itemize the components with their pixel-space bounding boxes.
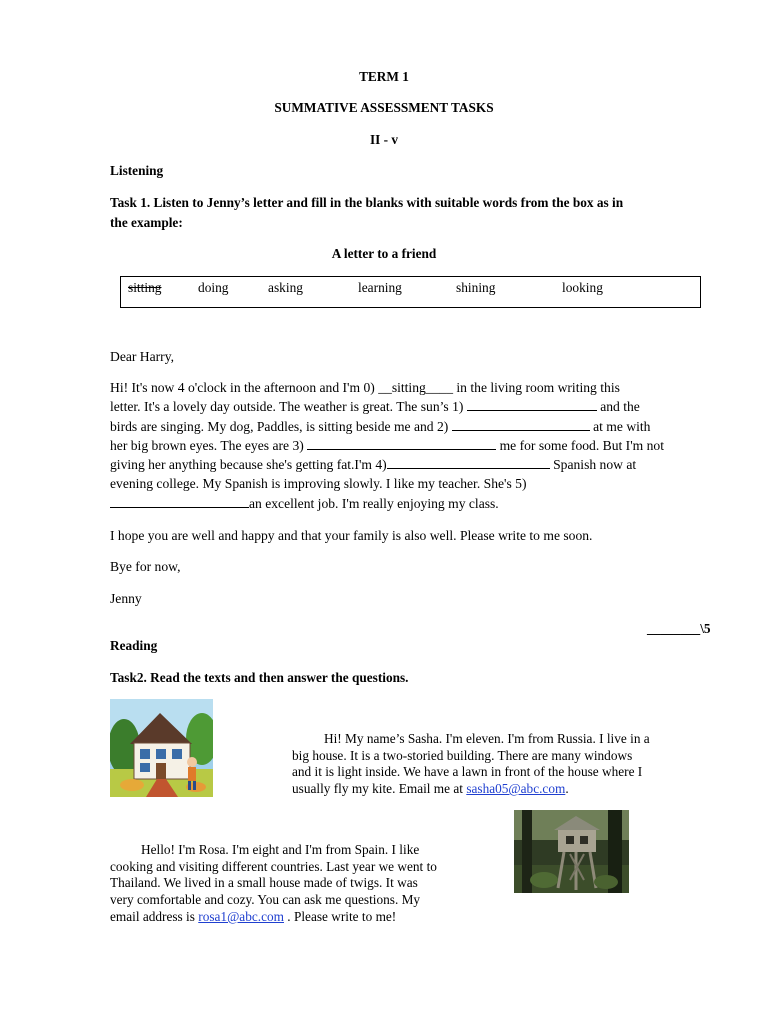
letter-line: an excellent job. I'm really enjoying my class. xyxy=(110,494,720,513)
letter-signoff: Bye for now, xyxy=(110,559,181,574)
task1-instruction-line1: Task 1. Listen to Jenny’s letter and fill in the blanks with suitable words from the box as in xyxy=(110,195,624,210)
sasha-line: big house. It is a two-storied building. There are many windows xyxy=(292,747,633,763)
letter-line: evening college. My Spanish is improving slowly. I like my teacher. She's 5) xyxy=(110,476,527,492)
answer-blank-5[interactable] xyxy=(110,494,249,508)
word-box xyxy=(120,276,701,308)
sasha-line: usually fly my kite. Email me at sasha05@abc.com. xyxy=(292,781,569,797)
term-heading: TERM 1 xyxy=(359,69,409,84)
task2-instruction: Task2. Read the texts and then answer the questions. xyxy=(110,670,409,685)
rosa-line: cooking and visiting different countries. Last year we went to xyxy=(110,858,437,874)
letter-signature: Jenny xyxy=(110,591,142,606)
word-option: looking xyxy=(562,280,603,295)
letter-greeting: Dear Harry, xyxy=(110,349,175,364)
word-option: learning xyxy=(358,280,402,295)
sasha-line: and it is light inside. We have a lawn in front of the house where I xyxy=(292,764,643,780)
score-field: ________\5 xyxy=(647,621,711,636)
rosa-line: email address is rosa1@abc.com . Please write to me! xyxy=(110,908,397,924)
letter-line: letter. It's a lovely day outside. The weather is great. The sun’s 1) and the xyxy=(110,399,640,415)
sasha-email-link[interactable]: sasha05@abc.com xyxy=(466,781,566,797)
twig-house-photo xyxy=(514,810,629,893)
rosa-line: Thailand. We lived in a small house made of twigs. It was xyxy=(110,875,418,891)
word-option: shining xyxy=(456,280,496,295)
letter-line: birds are singing. My dog, Paddles, is sitting beside me and 2) at me with xyxy=(110,418,651,434)
word-example: sitting xyxy=(128,280,162,295)
grade-label: II - v xyxy=(369,132,399,147)
listening-heading: Listening xyxy=(110,163,164,178)
rosa-email-link[interactable]: rosa1@abc.com xyxy=(198,908,284,924)
reading-heading: Reading xyxy=(110,638,158,653)
word-box-title: A letter to a friend xyxy=(331,246,437,261)
house-illustration xyxy=(110,699,213,797)
answer-blank-4[interactable] xyxy=(387,455,550,469)
letter-body xyxy=(110,378,720,513)
rosa-line: Hello! I'm Rosa. I'm eight and I'm from Spain. I like xyxy=(141,842,420,857)
example-answer: __sitting____ xyxy=(378,380,453,395)
letter-closing-text: I hope you are well and happy and that your family is also well. Please write to me soon. xyxy=(110,528,593,543)
answer-blank-2[interactable] xyxy=(452,417,590,431)
word-option: doing xyxy=(198,280,229,295)
sasha-text xyxy=(292,731,722,798)
rosa-line: very comfortable and cozy. You can ask me questions. My xyxy=(110,892,421,908)
answer-blank-3[interactable] xyxy=(307,436,496,450)
page-title: SUMMATIVE ASSESSMENT TASKS xyxy=(274,100,494,115)
word-option: asking xyxy=(268,280,303,295)
rosa-text xyxy=(110,842,510,926)
letter-line: giving her anything because she's getting fat.I'm 4) Spanish now at xyxy=(110,457,637,473)
task1-instruction-line2: the example: xyxy=(110,215,183,230)
letter-line: her big brown eyes. The eyes are 3) me for some food. But I'm not xyxy=(110,437,664,453)
letter-line: Hi! It's now 4 o'clock in the afternoon and I'm 0) __sitting____ in the living room writing this xyxy=(110,380,620,395)
answer-blank-1[interactable] xyxy=(467,397,597,411)
sasha-line: Hi! My name’s Sasha. I'm eleven. I'm from Russia. I live in a xyxy=(324,731,650,746)
